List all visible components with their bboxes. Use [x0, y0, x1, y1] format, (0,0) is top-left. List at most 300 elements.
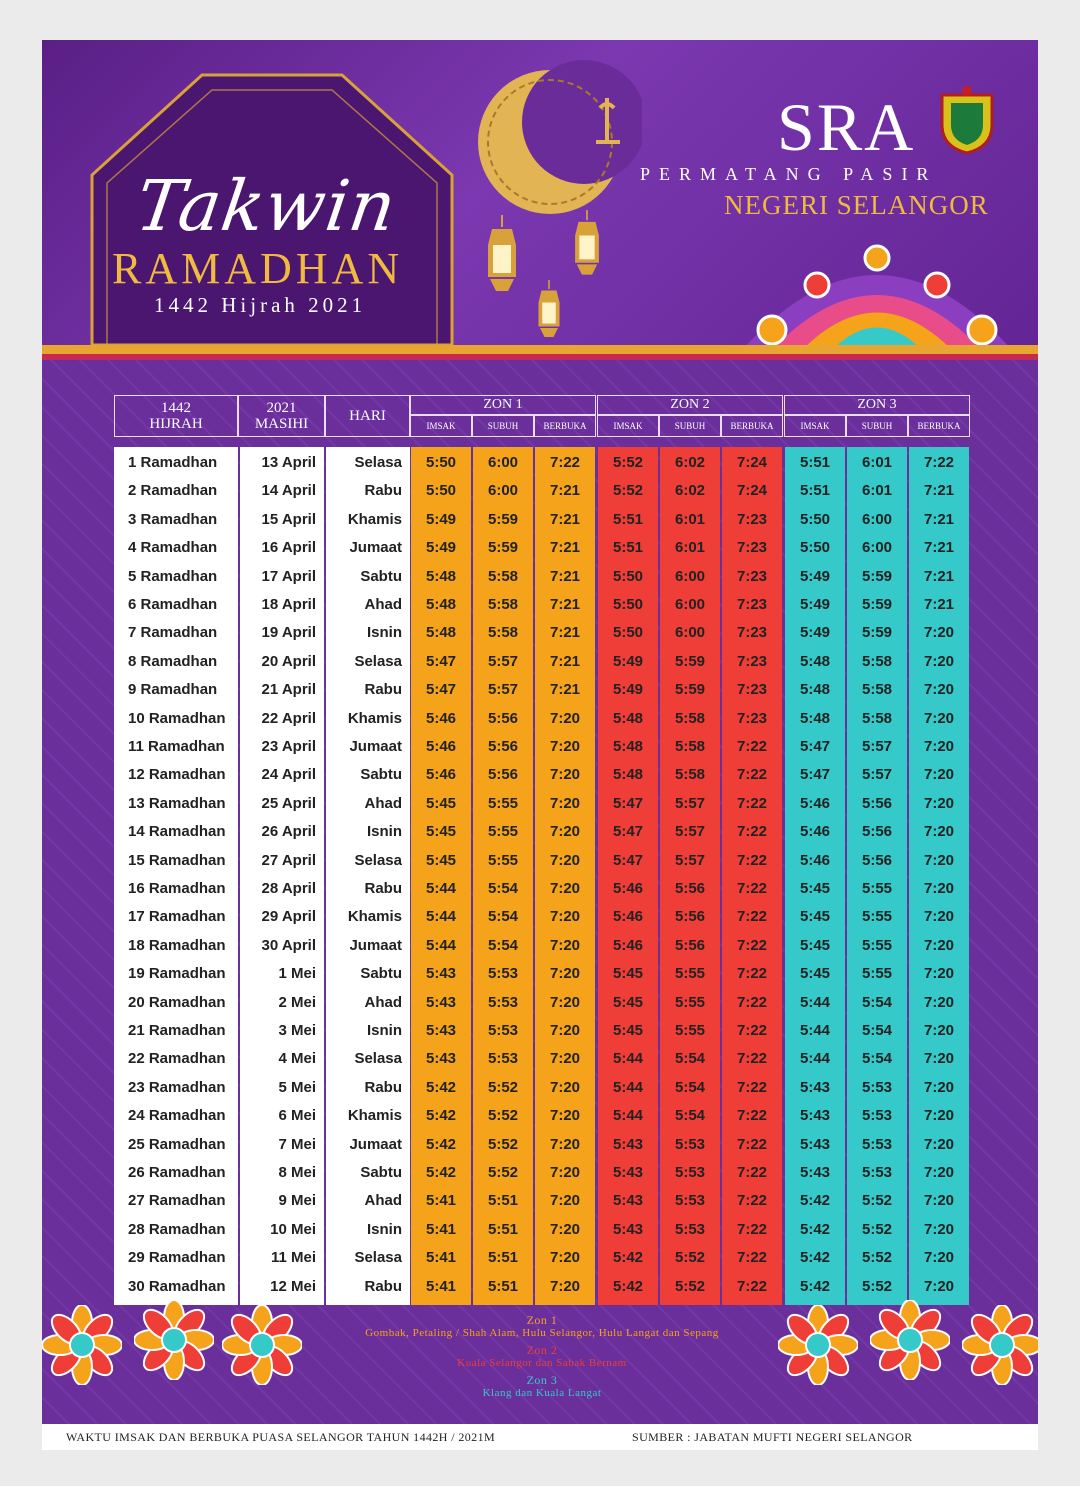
header-masihi-year: 2021: [266, 400, 297, 416]
table-cell: 23 April: [261, 738, 316, 755]
table-cell: Khamis: [347, 709, 402, 727]
table-cell: 5:45: [799, 965, 831, 983]
table-cell: 5:52: [861, 1249, 893, 1267]
table-cell: 5:51: [612, 510, 644, 528]
table-cell: 7:21: [923, 510, 955, 528]
table-cell: 5:55: [674, 993, 706, 1011]
table-cell: 5:53: [487, 1050, 519, 1068]
table-cell: 7:20: [549, 880, 581, 897]
table-cell: Rabu: [364, 880, 402, 897]
table-cell: 7:24: [736, 482, 768, 500]
table-cell: 7:20: [549, 738, 581, 755]
table-cell: 27 Ramadhan: [128, 1192, 226, 1210]
table-cell: 5:42: [799, 1249, 831, 1267]
selangor-crest-icon: [937, 85, 997, 155]
table-cell: 5:58: [674, 738, 706, 755]
table-cell: 5:50: [425, 482, 457, 500]
table-cell: 5:46: [425, 738, 457, 755]
table-cell: 5:59: [861, 567, 893, 585]
table-cell: 5:56: [861, 823, 893, 841]
header-banner: [42, 40, 1038, 345]
table-cell: 5:48: [799, 681, 831, 699]
table-cell: 5 Mei: [278, 1078, 316, 1096]
table-cell: 30 Ramadhan: [128, 1277, 226, 1295]
table-cell: 7:20: [549, 908, 581, 926]
table-cell: 5:59: [487, 539, 519, 557]
table-cell: 7:22: [736, 1192, 768, 1210]
table-cell: 5:56: [861, 851, 893, 869]
table-cell: 7:23: [736, 681, 768, 699]
table-cell: 5:47: [612, 823, 644, 841]
table-cell: 7:20: [923, 681, 955, 699]
table-cell: 5:58: [487, 567, 519, 585]
table-cell: 27 April: [261, 851, 316, 869]
legend-zon1-desc: Gombak, Petaling / Shah Alam, Hulu Selangor, Hulu Langat dan Sepang: [365, 1327, 719, 1339]
table-cell: 4 Mei: [278, 1050, 316, 1068]
footer-source: SUMBER : JABATAN MUFTI NEGERI SELANGOR: [632, 1430, 913, 1444]
table-cell: 5:55: [487, 851, 519, 869]
table-cell: 7:20: [923, 1277, 955, 1295]
title-main: RAMADHAN: [112, 244, 404, 293]
hijrah-column: [114, 447, 238, 1305]
table-cell: 5:55: [861, 880, 893, 897]
table-cell: Jumaat: [349, 936, 402, 954]
table-cell: 7:20: [923, 1107, 955, 1125]
table-cell: 5:47: [612, 851, 644, 869]
flower-ornament-icon: [42, 1305, 122, 1385]
table-cell: 7:21: [549, 539, 581, 557]
table-cell: 16 Ramadhan: [128, 880, 226, 897]
table-cell: 1 Mei: [278, 965, 316, 983]
table-cell: 5:42: [799, 1277, 831, 1295]
table-cell: 7:20: [549, 1135, 581, 1153]
table-cell: Jumaat: [349, 1135, 402, 1153]
table-cell: 5:43: [425, 1050, 457, 1068]
table-cell: Ahad: [364, 1192, 402, 1210]
table-cell: 5:50: [799, 539, 831, 557]
table-cell: Isnin: [366, 1022, 402, 1039]
table-cell: 6:00: [674, 624, 706, 642]
table-cell: 5:44: [799, 1050, 831, 1068]
table-cell: 7:23: [736, 624, 768, 642]
table-cell: 25 Ramadhan: [128, 1135, 226, 1153]
table-cell: 7:20: [923, 624, 955, 642]
table-cell: 5:52: [861, 1277, 893, 1295]
table-cell: 5:59: [487, 510, 519, 528]
flower-ornament-icon: [134, 1300, 214, 1380]
table-cell: 5:41: [425, 1220, 457, 1238]
table-cell: 7:20: [549, 1107, 581, 1125]
table-cell: 7:20: [923, 1164, 955, 1181]
table-cell: Isnin: [366, 1220, 402, 1238]
table-cell: 7:21: [923, 596, 955, 613]
table-cell: 6:01: [674, 510, 706, 528]
table-cell: 2 Mei: [278, 993, 316, 1011]
table-cell: 6:00: [861, 510, 893, 528]
table-cell: 5:51: [799, 454, 831, 471]
table-cell: 5:49: [799, 624, 831, 642]
org-subtitle: PERMATANG PASIR: [640, 164, 938, 184]
table-cell: 5:44: [612, 1107, 644, 1125]
table-cell: 5:48: [799, 709, 831, 727]
footer-title: WAKTU IMSAK DAN BERBUKA PUASA SELANGOR TAHUN 1442H / 2021M: [66, 1430, 496, 1444]
table-cell: 5:46: [425, 709, 457, 727]
table-cell: 18 Ramadhan: [128, 936, 226, 954]
table-cell: 29 April: [261, 908, 316, 926]
poster: [42, 40, 1038, 1424]
table-cell: 5:43: [612, 1220, 644, 1238]
table-cell: 7:20: [923, 880, 955, 897]
header-subuh-zone-1: SUBUH: [472, 415, 534, 437]
table-cell: 5:52: [487, 1107, 519, 1125]
table-cell: 28 April: [261, 880, 316, 897]
table-cell: 5:57: [487, 681, 519, 699]
table-cell: 5:50: [612, 624, 644, 642]
table-cell: 5:50: [799, 510, 831, 528]
table-cell: 5:45: [799, 936, 831, 954]
title-script: Takwin: [131, 165, 402, 247]
table-cell: 5:56: [487, 766, 519, 784]
table-cell: 5:45: [425, 823, 457, 841]
legend-zon2-title: Zon 2: [526, 1343, 558, 1357]
table-cell: 5:59: [674, 652, 706, 670]
table-cell: 6:01: [861, 454, 893, 471]
table-cell: 19 April: [261, 624, 316, 642]
crescent-moon-icon: [472, 60, 642, 235]
table-cell: 5:43: [612, 1164, 644, 1181]
table-cell: 5:48: [425, 624, 457, 642]
table-cell: 7 Mei: [278, 1135, 316, 1153]
zone1-subuh-column: [473, 447, 533, 1305]
table-cell: 5:49: [799, 567, 831, 585]
table-cell: 6:00: [674, 567, 706, 585]
table-cell: 5:53: [674, 1192, 706, 1210]
table-cell: 7:20: [923, 1192, 955, 1210]
table-cell: 6:02: [674, 454, 706, 471]
flower-ornament-icon: [870, 1300, 950, 1380]
table-cell: 7:20: [923, 851, 955, 869]
table-cell: Isnin: [366, 624, 402, 642]
table-cell: Jumaat: [349, 539, 402, 557]
table-cell: 5:42: [799, 1220, 831, 1238]
table-cell: 5:56: [674, 908, 706, 926]
header-masihi-label: MASIHI: [254, 416, 309, 432]
table-cell: 5:57: [487, 652, 519, 670]
table-cell: 5:42: [799, 1192, 831, 1210]
table-cell: 5:54: [674, 1107, 706, 1125]
table-cell: 7:20: [549, 1220, 581, 1238]
table-cell: 7:21: [549, 482, 581, 500]
table-cell: 9 Ramadhan: [128, 681, 218, 699]
table-cell: 6:01: [861, 482, 893, 500]
table-cell: 21 Ramadhan: [128, 1022, 226, 1039]
table-cell: Isnin: [366, 823, 402, 841]
table-cell: 5:55: [487, 823, 519, 841]
table-cell: 7:20: [549, 709, 581, 727]
table-cell: 5:46: [612, 908, 644, 926]
zone2-subuh-column: [660, 447, 720, 1305]
table-cell: 5:56: [674, 936, 706, 954]
table-cell: 16 April: [261, 539, 316, 557]
table-cell: Ahad: [364, 993, 402, 1011]
table-cell: 7:21: [549, 567, 581, 585]
table-cell: 7:20: [923, 709, 955, 727]
table-cell: 13 April: [261, 454, 316, 471]
table-cell: Sabtu: [360, 766, 402, 784]
table-cell: 26 April: [261, 823, 316, 841]
table-cell: Rabu: [364, 681, 402, 699]
table-cell: 7:22: [736, 936, 768, 954]
gold-band: [42, 345, 1038, 354]
table-cell: 13 Ramadhan: [128, 794, 226, 812]
table-cell: 5:55: [674, 1022, 706, 1039]
table-cell: 5:53: [861, 1107, 893, 1125]
table-cell: 5:45: [612, 1022, 644, 1039]
org-logo-text: SRA: [777, 89, 916, 165]
table-cell: Khamis: [347, 510, 402, 528]
table-cell: 5:54: [487, 936, 519, 954]
table-cell: 5:49: [425, 539, 457, 557]
table-cell: 5:42: [425, 1135, 457, 1153]
table-cell: 5:41: [425, 1277, 457, 1295]
table-cell: 7:22: [736, 1164, 768, 1181]
table-cell: 5:59: [861, 596, 893, 613]
table-cell: 7:20: [923, 908, 955, 926]
table-cell: 5:53: [861, 1164, 893, 1181]
table-cell: 5:43: [799, 1135, 831, 1153]
table-cell: 7:20: [923, 1135, 955, 1153]
legend-zon3-desc: Klang dan Kuala Langat: [482, 1387, 602, 1399]
table-cell: 5:51: [799, 482, 831, 500]
table-cell: 5:58: [861, 709, 893, 727]
header-berbuka-zone-1: BERBUKA: [534, 415, 596, 437]
table-cell: Selasa: [354, 1050, 402, 1068]
table-cell: 7:23: [736, 709, 768, 727]
table-cell: 5:47: [425, 652, 457, 670]
table-cell: 4 Ramadhan: [128, 539, 218, 557]
header-zone-1: ZON 1: [410, 395, 596, 415]
table-cell: 5:54: [674, 1050, 706, 1068]
legend-zon1-title: Zon 1: [526, 1313, 558, 1327]
table-cell: 7:20: [549, 993, 581, 1011]
table-cell: 5:58: [674, 766, 706, 784]
table-cell: 6:01: [674, 539, 706, 557]
table-cell: 7:20: [549, 936, 581, 954]
table-cell: 5:54: [861, 993, 893, 1011]
footer-bar: [42, 1424, 1038, 1450]
table-cell: 5:48: [612, 738, 644, 755]
table-cell: 21 April: [261, 681, 316, 699]
table-cell: 5:43: [612, 1192, 644, 1210]
table-cell: 5:53: [861, 1135, 893, 1153]
table-cell: Rabu: [364, 482, 402, 500]
table-cell: 7:22: [549, 454, 581, 471]
table-cell: Khamis: [347, 1107, 402, 1125]
table-cell: 5:53: [674, 1164, 706, 1181]
table-cell: 5:52: [674, 1249, 706, 1267]
table-cell: 7:20: [923, 993, 955, 1011]
table-cell: 7:20: [923, 1220, 955, 1238]
table-cell: 7:20: [549, 794, 581, 812]
table-cell: 25 April: [261, 794, 316, 812]
table-cell: 7:21: [549, 596, 581, 613]
table-cell: 5:47: [799, 738, 831, 755]
zone-legend: [222, 1313, 862, 1403]
table-cell: 7:20: [549, 1164, 581, 1181]
table-cell: 5:46: [799, 851, 831, 869]
table-cell: Sabtu: [360, 1164, 402, 1181]
table-cell: 11 Ramadhan: [128, 738, 225, 755]
table-cell: 7:23: [736, 539, 768, 557]
table-cell: 5:51: [487, 1277, 519, 1295]
table-cell: 7:20: [923, 738, 955, 755]
table-cell: 5:52: [612, 454, 644, 471]
table-cell: 7:22: [736, 794, 768, 812]
table-cell: 7:20: [549, 851, 581, 869]
table-cell: 6:02: [674, 482, 706, 500]
table-cell: 7:21: [549, 652, 581, 670]
table-cell: 5:50: [612, 596, 644, 613]
header-berbuka-zone-3: BERBUKA: [908, 415, 970, 437]
table-cell: 5:50: [425, 454, 457, 471]
table-cell: 7:20: [549, 1078, 581, 1096]
table-cell: 5:50: [612, 567, 644, 585]
table-cell: 9 Mei: [278, 1192, 316, 1210]
table-cell: 7:22: [736, 1050, 768, 1068]
table-cell: 5:46: [425, 766, 457, 784]
table-cell: 5:42: [425, 1107, 457, 1125]
zone2-berbuka-column: [722, 447, 782, 1305]
table-cell: Rabu: [364, 1277, 402, 1295]
table-cell: Rabu: [364, 1078, 402, 1096]
table-cell: 7:20: [923, 965, 955, 983]
table-cell: 7:22: [736, 1078, 768, 1096]
title-subtitle: 1442 Hijrah 2021: [154, 293, 367, 317]
zone1-imsak-column: [411, 447, 471, 1305]
table-cell: 5:55: [674, 965, 706, 983]
table-cell: 7 Ramadhan: [128, 624, 218, 642]
table-cell: 5:59: [861, 624, 893, 642]
table-cell: 5:43: [799, 1078, 831, 1096]
table-cell: 5:48: [612, 766, 644, 784]
table-cell: 5:57: [674, 794, 706, 812]
table-cell: 5:56: [487, 709, 519, 727]
table-cell: 5:57: [861, 738, 893, 755]
table-cell: 5:44: [425, 936, 457, 954]
table-cell: 7:22: [736, 1135, 768, 1153]
table-cell: 5:46: [799, 794, 831, 812]
table-cell: 7:20: [923, 794, 955, 812]
table-cell: 5:55: [487, 794, 519, 812]
zone3-berbuka-column: [909, 447, 969, 1305]
table-cell: 7:23: [736, 652, 768, 670]
table-cell: 5:57: [674, 851, 706, 869]
flower-ornament-icon: [222, 1305, 302, 1385]
table-cell: 22 April: [261, 709, 316, 727]
table-cell: 11 Mei: [270, 1249, 316, 1267]
table-cell: 6:00: [487, 454, 519, 471]
table-cell: 14 Ramadhan: [128, 823, 226, 841]
table-cell: Ahad: [364, 794, 402, 812]
table-cell: 6 Ramadhan: [128, 596, 218, 613]
table-cell: 5:45: [425, 851, 457, 869]
table-cell: 5:58: [861, 681, 893, 699]
table-cell: 5:48: [425, 567, 457, 585]
table-cell: 3 Mei: [278, 1022, 316, 1039]
table-cell: 5:54: [861, 1022, 893, 1039]
table-cell: 7:20: [549, 1192, 581, 1210]
table-cell: 20 Ramadhan: [128, 993, 226, 1011]
table-cell: 5:58: [487, 624, 519, 642]
table-cell: 5:45: [799, 880, 831, 897]
table-cell: 7:20: [923, 652, 955, 670]
table-cell: 5:46: [612, 936, 644, 954]
table-cell: 5:51: [487, 1249, 519, 1267]
table-cell: 7:22: [736, 851, 768, 869]
table-cell: 15 Ramadhan: [128, 851, 226, 869]
table-cell: Selasa: [354, 1249, 402, 1267]
table-cell: 30 April: [261, 936, 316, 954]
table-cell: 5:42: [425, 1078, 457, 1096]
header-hijrah-year: 1442: [161, 400, 191, 416]
table-cell: 5:53: [674, 1220, 706, 1238]
table-cell: 5:54: [861, 1050, 893, 1068]
table-cell: 7:20: [549, 965, 581, 983]
table-cell: 6 Mei: [278, 1107, 316, 1125]
header-imsak-zone-3: IMSAK: [784, 415, 846, 437]
header-berbuka-zone-2: BERBUKA: [721, 415, 783, 437]
table-cell: 5:52: [861, 1192, 893, 1210]
table-cell: 19 Ramadhan: [128, 965, 226, 983]
header-zone-3: ZON 3: [784, 395, 970, 415]
table-cell: 5:52: [674, 1277, 706, 1295]
table-cell: 7:20: [923, 1078, 955, 1096]
lantern-icon: [482, 215, 522, 295]
table-cell: 10 Mei: [270, 1220, 316, 1238]
table-cell: Sabtu: [360, 965, 402, 983]
table-cell: 7:22: [736, 908, 768, 926]
table-cell: 5:44: [425, 908, 457, 926]
header-hijrah-label: HIJRAH: [149, 416, 203, 432]
table-cell: 5:54: [487, 880, 519, 897]
table-cell: 7:22: [736, 823, 768, 841]
table-cell: 5:47: [425, 681, 457, 699]
table-cell: 5:48: [612, 709, 644, 727]
header-hijrah: [114, 395, 238, 437]
table-cell: 23 Ramadhan: [128, 1078, 226, 1096]
table-cell: 5:44: [612, 1078, 644, 1096]
table-cell: 7:20: [549, 823, 581, 841]
table-cell: 5:54: [487, 908, 519, 926]
table-cell: 7:22: [736, 965, 768, 983]
table-cell: 5:44: [425, 880, 457, 897]
table-cell: 7:20: [549, 1050, 581, 1068]
table-cell: Ahad: [364, 596, 402, 613]
hari-column: [326, 447, 410, 1305]
table-cell: 5:49: [612, 681, 644, 699]
lantern-icon: [532, 280, 566, 340]
table-cell: 5:43: [612, 1135, 644, 1153]
table-cell: 18 April: [261, 596, 316, 613]
table-cell: 7:22: [923, 454, 955, 471]
table-cell: 5:45: [425, 794, 457, 812]
table-cell: 5:45: [612, 993, 644, 1011]
table-cell: 7:20: [923, 1022, 955, 1039]
table-cell: 7:22: [736, 1249, 768, 1267]
table-cell: 12 Mei: [270, 1277, 316, 1295]
legend-zon3-title: Zon 3: [526, 1373, 558, 1387]
table-cell: 5:45: [612, 965, 644, 983]
